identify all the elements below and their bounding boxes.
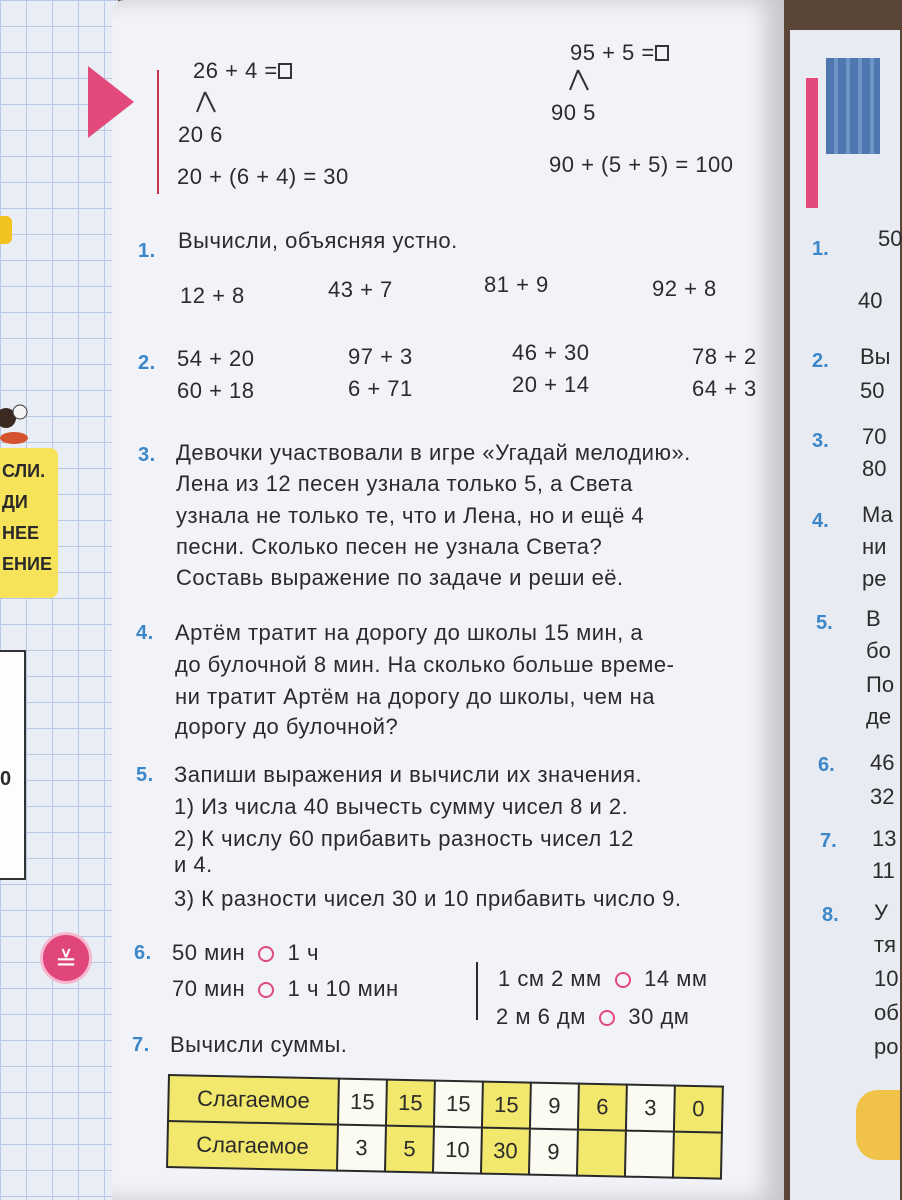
right-task-number: 3. xyxy=(812,430,829,452)
rule-line: ЕНИЕ xyxy=(2,554,52,574)
answer-box-icon xyxy=(655,45,669,61)
right-task-text: тя xyxy=(874,932,896,957)
compare-circle-icon[interactable] xyxy=(258,982,274,998)
right-task-number: 5. xyxy=(816,612,833,634)
table-cell: 9 xyxy=(530,1083,579,1130)
left-page-number: 0 xyxy=(0,768,12,790)
task-4-line: ни тратит Артём на дорогу до школы, чем на xyxy=(175,684,655,709)
example-left-result: 20 + (6 + 4) = 30 xyxy=(177,164,349,189)
row-header: Слагаемое xyxy=(168,1075,339,1125)
example-right-split: 90 5 xyxy=(551,100,596,125)
left-page-box xyxy=(0,650,26,880)
task-3-line: песни. Сколько песен не узнала Света? xyxy=(176,534,603,559)
left-page-grid xyxy=(0,0,118,1200)
right-page-marker xyxy=(806,78,818,208)
task-3-line: Составь выражение по задаче и реши её. xyxy=(176,565,624,590)
right-task-text: ни xyxy=(862,534,887,559)
table-cell: 10 xyxy=(433,1127,482,1174)
table-cell: 9 xyxy=(529,1129,578,1176)
compare-circle-icon[interactable] xyxy=(615,972,631,988)
right-task-text: В xyxy=(866,606,881,631)
split-caret-icon xyxy=(568,68,592,92)
example-left-equation: 26 + 4 = xyxy=(193,58,292,84)
task-2-expr: 60 + 18 xyxy=(177,378,255,403)
task-2-expr: 20 + 14 xyxy=(512,372,590,397)
task-3-line: Лена из 12 песен узнала только 5, а Света xyxy=(176,471,633,496)
table-cell: 3 xyxy=(626,1085,675,1132)
task-2-expr: 97 + 3 xyxy=(348,344,413,369)
right-task-text: 50 xyxy=(860,378,885,403)
table-cell xyxy=(577,1130,626,1177)
right-task-text: об xyxy=(874,1000,899,1025)
right-task-number: 7. xyxy=(820,830,837,852)
table-cell: 15 xyxy=(386,1080,435,1127)
left-page-rule-tab xyxy=(0,448,58,598)
table-cell: 15 xyxy=(434,1081,483,1128)
task-3-line: узнала не только те, что и Лена, но и ещё 4 xyxy=(176,503,645,528)
right-task-text: ро xyxy=(874,1034,899,1059)
example-divider xyxy=(157,70,159,194)
right-task-text: По xyxy=(866,672,895,697)
table-cell xyxy=(625,1131,674,1178)
row-header: Слагаемое xyxy=(167,1121,338,1171)
task-number: 4. xyxy=(136,622,154,644)
compare-circle-icon[interactable] xyxy=(599,1010,615,1026)
task-number: 2. xyxy=(138,352,156,374)
right-task-text: 13 xyxy=(872,826,897,851)
task-2-expr: 6 + 71 xyxy=(348,376,413,401)
right-task-text: 46 xyxy=(870,750,895,775)
task-1-expr: 43 + 7 xyxy=(328,277,393,302)
right-task-text: 80 xyxy=(862,456,887,481)
left-page-marker xyxy=(0,216,12,244)
table-cell: 0 xyxy=(674,1086,723,1133)
table-cell: 5 xyxy=(385,1126,434,1173)
right-task-text: 10 xyxy=(874,966,899,991)
right-task-text: У xyxy=(874,900,888,925)
task-2-expr: 64 + 3 xyxy=(692,376,757,401)
duck-illustration xyxy=(856,1090,900,1160)
table-cell: 15 xyxy=(482,1082,531,1129)
addends-table xyxy=(166,1074,724,1180)
right-task-number: 4. xyxy=(812,510,829,532)
task-1-expr: 92 + 8 xyxy=(652,276,717,301)
example-right-equation: 95 + 5 = xyxy=(570,40,669,66)
task-number: 5. xyxy=(136,764,154,786)
task-1-expr: 81 + 9 xyxy=(484,272,549,297)
example-left-split: 20 6 xyxy=(178,122,223,147)
task-number: 1. xyxy=(138,240,156,262)
task-2-expr: 78 + 2 xyxy=(692,344,757,369)
task-5-line: Запиши выражения и вычисли их значения. xyxy=(174,762,643,787)
split-caret-icon xyxy=(195,90,219,114)
task-5-line: 1) Из числа 40 вычесть сумму чисел 8 и 2. xyxy=(174,794,629,819)
task-6-compare: 50 мин 1 ч xyxy=(172,940,319,965)
table-cell: 6 xyxy=(578,1084,627,1131)
task-2-expr: 46 + 30 xyxy=(512,340,590,365)
table-cell: 15 xyxy=(338,1079,387,1126)
right-task-text: Вы xyxy=(860,344,891,369)
right-task-number: 2. xyxy=(812,350,829,372)
rule-line: НЕЕ xyxy=(2,523,40,543)
task-6-compare: 70 мин 1 ч 10 мин xyxy=(172,976,399,1001)
right-task-number: 1. xyxy=(812,238,829,260)
task-6-compare: 2 м 6 дм 30 дм xyxy=(496,1004,690,1029)
task-6-divider xyxy=(476,962,478,1020)
task-5-line: и 4. xyxy=(174,852,213,877)
right-task-text: 11 xyxy=(872,858,895,883)
right-task-text: 50 xyxy=(878,226,902,251)
right-task-text: ре xyxy=(862,566,887,591)
face-icon: ≚ xyxy=(40,932,92,984)
task-number: 3. xyxy=(138,444,156,466)
task-1-expr: 12 + 8 xyxy=(180,283,245,308)
right-task-number: 8. xyxy=(822,904,839,926)
rule-line: СЛИ. xyxy=(2,461,46,481)
task-5-line: 2) К числу 60 прибавить разность чисел 12 xyxy=(174,826,634,851)
task-2-expr: 54 + 20 xyxy=(177,346,255,371)
rule-line: ДИ xyxy=(2,492,28,512)
task-4-line: до булочной 8 мин. На сколько больше време- xyxy=(175,652,675,677)
task-5-line: 3) К разности чисел 30 и 10 прибавить число 9. xyxy=(174,886,682,911)
right-task-text: 32 xyxy=(870,784,895,809)
right-task-text: бо xyxy=(866,638,891,663)
right-task-text: 70 xyxy=(862,424,887,449)
task-3-line: Девочки участвовали в игре «Угадай мелодию». xyxy=(176,440,691,465)
task-6-compare: 1 см 2 мм 14 мм xyxy=(498,966,708,991)
table-cell: 3 xyxy=(337,1125,386,1172)
pink-triangle-icon xyxy=(88,66,134,138)
right-task-text: 40 xyxy=(858,288,883,313)
task-number: 6. xyxy=(134,942,152,964)
task-1-text: Вычисли, объясняя устно. xyxy=(178,228,458,253)
table-cell xyxy=(673,1132,722,1179)
ladybug-icon xyxy=(0,398,36,446)
example-right-result: 90 + (5 + 5) = 100 xyxy=(549,152,734,177)
task-7-text: Вычисли суммы. xyxy=(170,1032,348,1057)
table-cell: 30 xyxy=(481,1128,530,1175)
task-4-line: Артём тратит на дорогу до школы 15 мин, а xyxy=(175,620,644,645)
compare-circle-icon[interactable] xyxy=(258,946,274,962)
right-task-text: Ма xyxy=(862,502,893,527)
task-4-line: дорогу до булочной? xyxy=(175,714,399,739)
pencil-bundle-icon xyxy=(826,58,880,154)
right-task-text: де xyxy=(866,704,892,729)
answer-box-icon xyxy=(278,63,292,79)
task-number: 7. xyxy=(132,1034,150,1056)
right-task-number: 6. xyxy=(818,754,835,776)
